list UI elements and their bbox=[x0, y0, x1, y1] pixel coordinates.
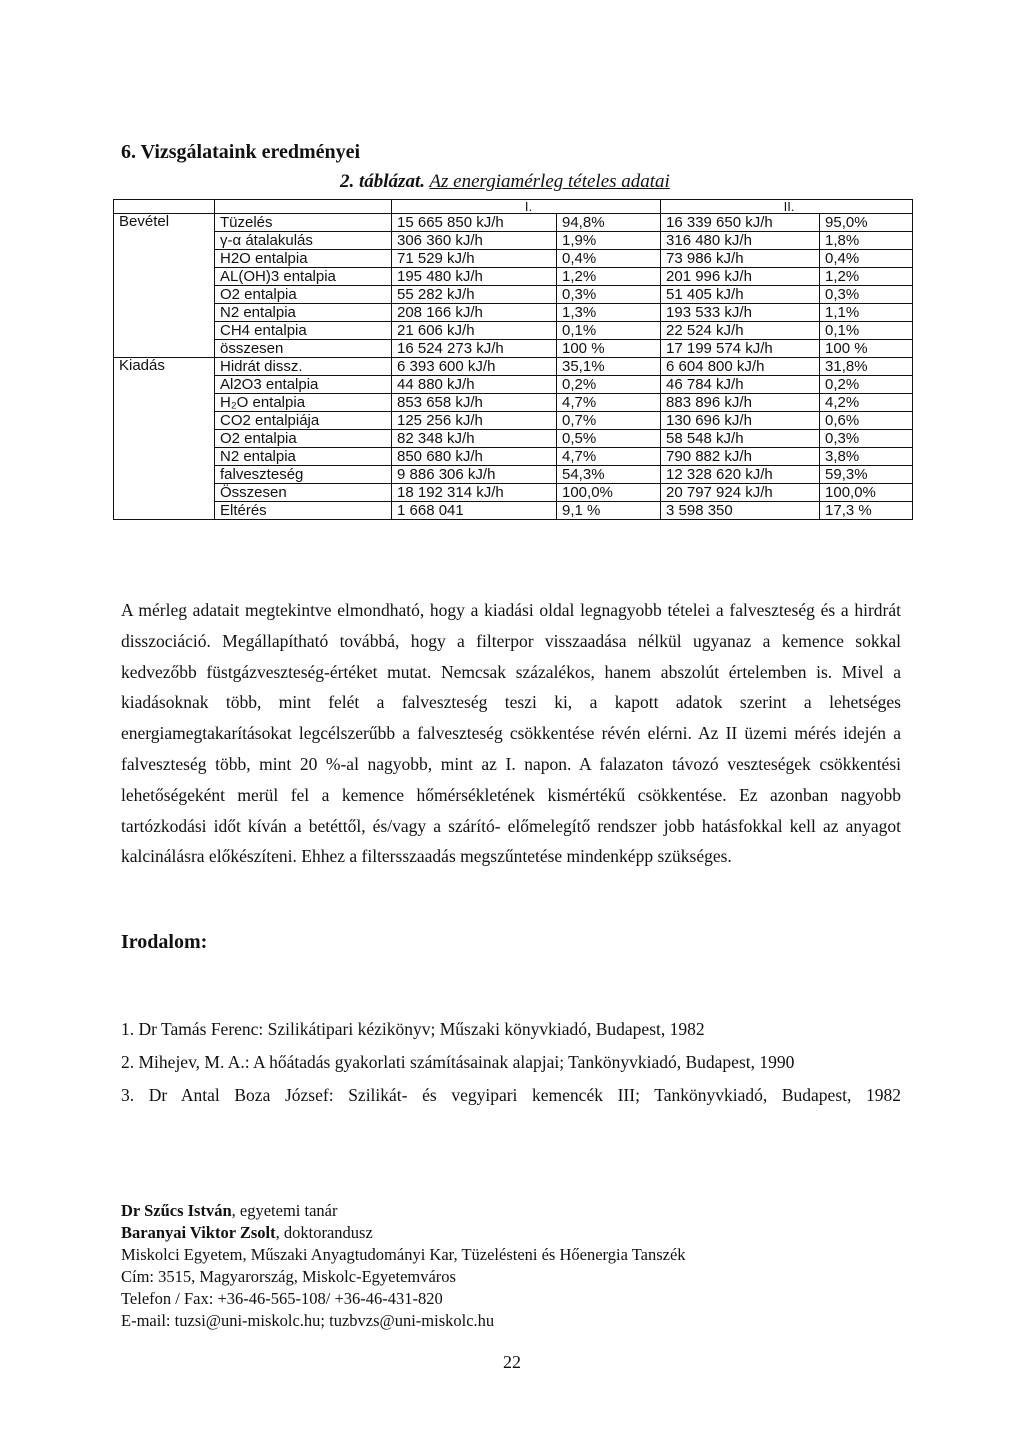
table-header-row bbox=[114, 200, 913, 214]
table-row bbox=[114, 340, 913, 358]
percent-i-cell: 0,2% bbox=[557, 376, 661, 394]
percent-ii-cell: 31,8% bbox=[820, 358, 913, 376]
percent-i-cell: 94,8% bbox=[557, 214, 661, 232]
column-header-i: I. bbox=[392, 200, 661, 214]
table-row bbox=[114, 232, 913, 250]
table-row bbox=[114, 412, 913, 430]
value-ii-cell: 22 524 kJ/h bbox=[661, 322, 820, 340]
table-row bbox=[114, 214, 913, 232]
percent-ii-cell: 4,2% bbox=[820, 394, 913, 412]
table-row bbox=[114, 502, 913, 520]
item-cell: N2 entalpia bbox=[215, 304, 392, 322]
value-ii-cell: 883 896 kJ/h bbox=[661, 394, 820, 412]
percent-ii-cell: 95,0% bbox=[820, 214, 913, 232]
group-spacer bbox=[114, 502, 215, 520]
value-i-cell: 208 166 kJ/h bbox=[392, 304, 557, 322]
item-cell: Hidrát dissz. bbox=[215, 358, 392, 376]
value-ii-cell: 46 784 kJ/h bbox=[661, 376, 820, 394]
group-spacer bbox=[114, 430, 215, 448]
percent-ii-cell: 3,8% bbox=[820, 448, 913, 466]
percent-i-cell: 0,3% bbox=[557, 286, 661, 304]
group-spacer bbox=[114, 448, 215, 466]
percent-i-cell: 100,0% bbox=[557, 484, 661, 502]
table-row bbox=[114, 484, 913, 502]
percent-i-cell: 0,4% bbox=[557, 250, 661, 268]
table-row bbox=[114, 430, 913, 448]
percent-i-cell: 9,1 % bbox=[557, 502, 661, 520]
group-spacer bbox=[114, 322, 215, 340]
value-i-cell: 15 665 850 kJ/h bbox=[392, 214, 557, 232]
group-spacer bbox=[114, 340, 215, 358]
percent-i-cell: 0,1% bbox=[557, 322, 661, 340]
value-i-cell: 21 606 kJ/h bbox=[392, 322, 557, 340]
value-ii-cell: 201 996 kJ/h bbox=[661, 268, 820, 286]
item-cell: O2 entalpia bbox=[215, 286, 392, 304]
group-spacer bbox=[114, 412, 215, 430]
value-i-cell: 1 668 041 bbox=[392, 502, 557, 520]
group-spacer bbox=[114, 484, 215, 502]
author-block bbox=[121, 1200, 686, 1332]
value-ii-cell: 17 199 574 kJ/h bbox=[661, 340, 820, 358]
author-1-name: Dr Szűcs István bbox=[121, 1201, 232, 1220]
item-cell: Al2O3 entalpia bbox=[215, 376, 392, 394]
item-cell: H2O entalpia bbox=[215, 250, 392, 268]
percent-i-cell: 0,7% bbox=[557, 412, 661, 430]
group-spacer bbox=[114, 466, 215, 484]
table-row bbox=[114, 466, 913, 484]
percent-ii-cell: 0,3% bbox=[820, 430, 913, 448]
value-i-cell: 125 256 kJ/h bbox=[392, 412, 557, 430]
value-i-cell: 44 880 kJ/h bbox=[392, 376, 557, 394]
table-row bbox=[114, 250, 913, 268]
item-cell: H₂O entalpia bbox=[215, 394, 392, 412]
value-ii-cell: 51 405 kJ/h bbox=[661, 286, 820, 304]
value-ii-cell: 16 339 650 kJ/h bbox=[661, 214, 820, 232]
group-spacer bbox=[114, 250, 215, 268]
value-i-cell: 306 360 kJ/h bbox=[392, 232, 557, 250]
item-cell: CO2 entalpiája bbox=[215, 412, 392, 430]
value-i-cell: 9 886 306 kJ/h bbox=[392, 466, 557, 484]
table-caption bbox=[340, 171, 670, 193]
value-i-cell: 195 480 kJ/h bbox=[392, 268, 557, 286]
percent-ii-cell: 17,3 % bbox=[820, 502, 913, 520]
header-blank-cell bbox=[114, 200, 215, 214]
item-cell: γ-α átalakulás bbox=[215, 232, 392, 250]
affiliation: Miskolci Egyetem, Műszaki Anyagtudományi Kar, Tüzelésteni és Hőenergia Tanszék bbox=[121, 1245, 686, 1264]
value-i-cell: 82 348 kJ/h bbox=[392, 430, 557, 448]
percent-ii-cell: 0,3% bbox=[820, 286, 913, 304]
value-ii-cell: 130 696 kJ/h bbox=[661, 412, 820, 430]
value-ii-cell: 316 480 kJ/h bbox=[661, 232, 820, 250]
value-ii-cell: 73 986 kJ/h bbox=[661, 250, 820, 268]
value-i-cell: 853 658 kJ/h bbox=[392, 394, 557, 412]
table-caption-title: Az energiamérleg tételes adatai bbox=[429, 171, 670, 192]
item-cell: AL(OH)3 entalpia bbox=[215, 268, 392, 286]
percent-ii-cell: 100,0% bbox=[820, 484, 913, 502]
group-spacer bbox=[114, 268, 215, 286]
table-row bbox=[114, 268, 913, 286]
percent-i-cell: 1,9% bbox=[557, 232, 661, 250]
author-2-name: Baranyai Viktor Zsolt bbox=[121, 1223, 276, 1242]
table-caption-label: 2. táblázat. bbox=[340, 171, 425, 192]
value-i-cell: 18 192 314 kJ/h bbox=[392, 484, 557, 502]
reference-item: 1. Dr Tamás Ferenc: Szilikátipari kézikönyv; Műszaki könyvkiadó, Budapest, 1982 bbox=[121, 1019, 705, 1039]
value-ii-cell: 3 598 350 bbox=[661, 502, 820, 520]
item-cell: Összesen bbox=[215, 484, 392, 502]
percent-ii-cell: 59,3% bbox=[820, 466, 913, 484]
item-cell: falveszteség bbox=[215, 466, 392, 484]
percent-i-cell: 35,1% bbox=[557, 358, 661, 376]
author-line-1 bbox=[121, 1200, 686, 1222]
value-ii-cell: 790 882 kJ/h bbox=[661, 448, 820, 466]
percent-ii-cell: 100 % bbox=[820, 340, 913, 358]
percent-i-cell: 0,5% bbox=[557, 430, 661, 448]
value-i-cell: 6 393 600 kJ/h bbox=[392, 358, 557, 376]
percent-ii-cell: 0,2% bbox=[820, 376, 913, 394]
table-row bbox=[114, 286, 913, 304]
value-i-cell: 850 680 kJ/h bbox=[392, 448, 557, 466]
reference-item: 2. Mihejev, M. A.: A hőátadás gyakorlati számításainak alapjai; Tankönyvkiadó, Budapest, 1990 bbox=[121, 1052, 795, 1072]
percent-i-cell: 1,3% bbox=[557, 304, 661, 322]
value-i-cell: 55 282 kJ/h bbox=[392, 286, 557, 304]
author-2-role: , doktorandusz bbox=[275, 1223, 373, 1242]
author-line-2 bbox=[121, 1222, 686, 1244]
header-blank-cell bbox=[215, 200, 392, 214]
value-ii-cell: 12 328 620 kJ/h bbox=[661, 466, 820, 484]
percent-ii-cell: 0,6% bbox=[820, 412, 913, 430]
value-ii-cell: 58 548 kJ/h bbox=[661, 430, 820, 448]
percent-i-cell: 4,7% bbox=[557, 394, 661, 412]
item-cell: Eltérés bbox=[215, 502, 392, 520]
table-row bbox=[114, 304, 913, 322]
item-cell: összesen bbox=[215, 340, 392, 358]
item-cell: Tüzelés bbox=[215, 214, 392, 232]
percent-ii-cell: 1,1% bbox=[820, 304, 913, 322]
value-ii-cell: 20 797 924 kJ/h bbox=[661, 484, 820, 502]
table-row bbox=[114, 358, 913, 376]
item-cell: N2 entalpia bbox=[215, 448, 392, 466]
value-ii-cell: 193 533 kJ/h bbox=[661, 304, 820, 322]
percent-i-cell: 54,3% bbox=[557, 466, 661, 484]
column-header-ii: II. bbox=[661, 200, 913, 214]
phone: Telefon / Fax: +36-46-565-108/ +36-46-431-820 bbox=[121, 1289, 443, 1308]
item-cell: CH4 entalpia bbox=[215, 322, 392, 340]
section-heading: 6. Vizsgálataink eredményei bbox=[121, 141, 361, 163]
page-number: 22 bbox=[503, 1352, 521, 1372]
value-i-cell: 71 529 kJ/h bbox=[392, 250, 557, 268]
value-i-cell: 16 524 273 kJ/h bbox=[392, 340, 557, 358]
body-paragraph: A mérleg adatait megtekintve elmondható, hogy a kiadási oldal legnagyobb tételei a falveszteség és a hirdrát disszociáció. Megállapítható továbbá, hogy a filterpor visszaadása nélkül ugyanaz a kemence sokkal kedvezőbb füstgázveszteség-értéket mutat. Nemcsak százalékos, hanem abszolút értelemben is. Mivel a kiadásoknak több, mint felét a falveszteség teszi ki, a kapott adatok szerint a lehetséges energiamegtakarításokat legcélszerűbb a falveszteség csökkentése révén elérni. Az II üzemi mérés idején a falveszteség több, mint 20 %-al nagyobb, mint az I. napon. A falazaton távozó veszteségek csökkentési lehetőségeként merül fel a kemence hőmérsékletének kismértékű csökkentése. Ez azonban nagyobb tartózkodási időt kíván a betéttől, és/vagy a szárító- előmelegítő rendszer jobb hatásfokkal kell az anyagot kalcinálásra előkészíteni. Ehhez a filtersszaadás megszűntetése mindenképp szükséges. bbox=[121, 600, 901, 867]
percent-i-cell: 4,7% bbox=[557, 448, 661, 466]
value-ii-cell: 6 604 800 kJ/h bbox=[661, 358, 820, 376]
item-cell: O2 entalpia bbox=[215, 430, 392, 448]
percent-i-cell: 100 % bbox=[557, 340, 661, 358]
literature-heading: Irodalom: bbox=[121, 931, 208, 953]
percent-ii-cell: 1,2% bbox=[820, 268, 913, 286]
group-spacer bbox=[114, 376, 215, 394]
group-label: Kiadás bbox=[114, 358, 215, 376]
group-spacer bbox=[114, 286, 215, 304]
author-1-role: , egyetemi tanár bbox=[231, 1201, 338, 1220]
energy-balance-table bbox=[113, 199, 913, 520]
table-row bbox=[114, 322, 913, 340]
table-row bbox=[114, 376, 913, 394]
percent-ii-cell: 0,1% bbox=[820, 322, 913, 340]
group-spacer bbox=[114, 394, 215, 412]
table-row bbox=[114, 394, 913, 412]
table-row bbox=[114, 448, 913, 466]
email: E-mail: tuzsi@uni-miskolc.hu; tuzbvzs@uni-miskolc.hu bbox=[121, 1311, 495, 1330]
address: Cím: 3515, Magyarország, Miskolc-Egyetemváros bbox=[121, 1267, 456, 1286]
reference-item: 3. Dr Antal Boza József: Szilikát- és vegyipari kemencék III; Tankönyvkiadó, Budapest, 1982 bbox=[121, 1085, 901, 1105]
percent-ii-cell: 0,4% bbox=[820, 250, 913, 268]
group-label: Bevétel bbox=[114, 214, 215, 232]
group-spacer bbox=[114, 304, 215, 322]
percent-i-cell: 1,2% bbox=[557, 268, 661, 286]
group-spacer bbox=[114, 232, 215, 250]
percent-ii-cell: 1,8% bbox=[820, 232, 913, 250]
